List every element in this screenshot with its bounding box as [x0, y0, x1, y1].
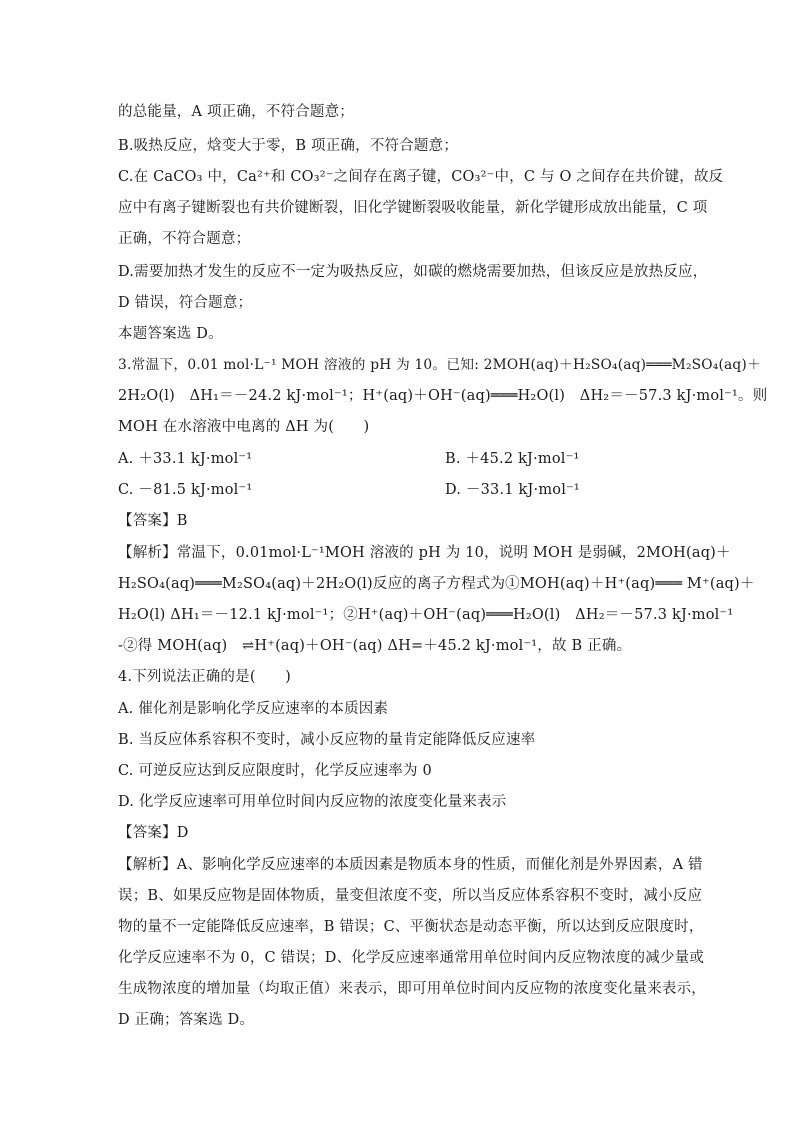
- text-line: D.需要加热才发生的反应不一定为吸热反应，如碳的燃烧需要加热，但该反应是放热反应，: [118, 264, 708, 280]
- q4-option-c: C. 可逆反应达到反应限度时，化学反应速率为 0: [118, 763, 432, 779]
- q4-option-d: D. 化学反应速率可用单位时间内反应物的浓度变化量来表示: [118, 794, 507, 810]
- q3-analysis-line: H₂SO₄(aq)═══M₂SO₄(aq)＋2H₂O(l)反应的离子方程式为①MOH(aq)＋H⁺(aq)═══ M⁺(aq)＋: [118, 576, 755, 592]
- text-line: D 错误，符合题意；: [118, 295, 253, 311]
- text-line: 本题答案选 D。: [118, 326, 223, 342]
- question-3-stem: 2H₂O(l) ΔH₁＝－24.2 kJ·mol⁻¹；H⁺(aq)＋OH⁻(aq)═══H₂O(l) ΔH₂＝－57.3 kJ·mol⁻¹。则: [118, 388, 768, 404]
- text-line: C.在 CaCO₃ 中，Ca²⁺和 CO₃²⁻之间存在离子键，CO₃²⁻中，C 与 O 之间存在共价键，故反: [118, 169, 724, 185]
- q4-analysis-line: 【解析】A、影响化学反应速率的本质因素是物质本身的性质，而催化剂是外界因素，A 错: [118, 857, 703, 873]
- q3-option-c: C. －81.5 kJ·mol⁻¹: [118, 482, 253, 498]
- q4-analysis-line: 物的量不一定能降低反应速率，B 错误；C、平衡状态是动态平衡，所以达到反应限度时，: [118, 919, 704, 935]
- question-3-stem: 3.常温下，0.01 mol·L⁻¹ MOH 溶液的 pH 为 10。已知: 2MOH(aq)＋H₂SO₄(aq)═══M₂SO₄(aq)＋: [118, 357, 761, 373]
- question-3-stem: MOH 在水溶液中电离的 ΔH 为( ): [118, 419, 370, 435]
- q3-option-d: D. －33.1 kJ·mol⁻¹: [445, 482, 580, 498]
- q3-option-b: B. ＋45.2 kJ·mol⁻¹: [445, 451, 580, 467]
- text-line: 正确，不符合题意；: [118, 231, 251, 247]
- q3-analysis-line: -②得 MOH(aq) ⇌H⁺(aq)＋OH⁻(aq) ΔH=＋45.2 kJ·mol⁻¹，故 B 正确。: [118, 638, 632, 654]
- q4-option-b: B. 当反应体系容积不变时，减小反应物的量肯定能降低反应速率: [118, 732, 536, 748]
- q4-answer: 【答案】D: [118, 825, 189, 841]
- text-line: B.吸热反应，焓变大于零，B 项正确，不符合题意；: [118, 138, 459, 154]
- q4-option-a: A. 催化剂是影响化学反应速率的本质因素: [118, 701, 389, 717]
- question-4-stem: 4.下列说法正确的是( ): [118, 669, 291, 685]
- q3-answer: 【答案】B: [118, 513, 188, 529]
- q4-analysis-line: 误；B、如果反应物是固体物质，量变但浓度不变，所以当反应体系容积不变时，减小反应: [118, 888, 703, 904]
- q3-analysis-line: 【解析】常温下，0.01mol·L⁻¹MOH 溶液的 pH 为 10，说明 MOH 是弱碱，2MOH(aq)＋: [118, 545, 731, 561]
- q4-analysis-line: D 正确；答案选 D。: [118, 1012, 255, 1028]
- text-line: 的总能量，A 项正确，不符合题意；: [118, 104, 354, 120]
- q4-analysis-line: 生成物浓度的增加量（均取正值）来表示，即可用单位时间内反应物的浓度变化量来表示，: [118, 981, 706, 997]
- q4-analysis-line: 化学反应速率不为 0，C 错误；D、化学反应速率通常用单位时间内反应物浓度的减少量或: [118, 950, 705, 966]
- q3-option-a: A. ＋33.1 kJ·mol⁻¹: [118, 451, 253, 467]
- text-line: 应中有离子键断裂也有共价键断裂，旧化学键断裂吸收能量，新化学键形成放出能量，C 项: [118, 200, 708, 216]
- q3-analysis-line: H₂O(l) ΔH₁＝－12.1 kJ·mol⁻¹；②H⁺(aq)＋OH⁻(aq)═══H₂O(l) ΔH₂＝－57.3 kJ·mol⁻¹: [118, 607, 734, 623]
